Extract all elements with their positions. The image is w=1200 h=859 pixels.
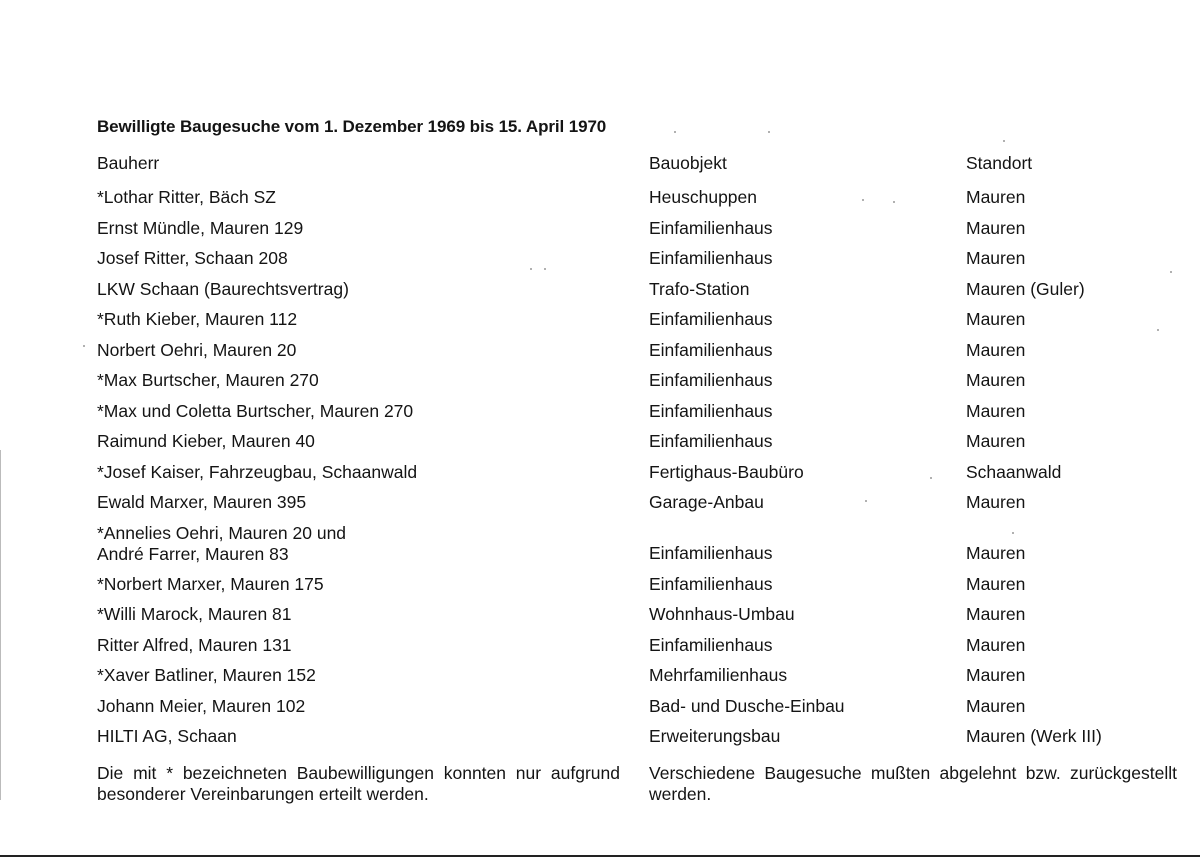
column-header-standort: Standort <box>966 153 1033 173</box>
cell-bauherr <box>97 635 292 656</box>
bauherr-line: *Norbert Marxer, Mauren 175 <box>97 573 324 594</box>
bauherr-line: *Max Burtscher, Mauren 270 <box>97 370 319 390</box>
column-header-bauobjekt: Bauobjekt <box>649 153 727 173</box>
table-row <box>0 570 1200 601</box>
cell-bauobjekt: Trafo-Station <box>649 278 750 299</box>
cell-bauobjekt: Einfamilienhaus <box>649 339 773 360</box>
cell-bauobjekt: Einfamilienhaus <box>649 248 773 268</box>
cell-bauherr <box>97 218 303 239</box>
scan-speck <box>1170 271 1172 273</box>
bauherr-line: *Willi Marock, Mauren 81 <box>97 604 292 624</box>
scan-speck <box>1012 532 1014 534</box>
cell-standort: Mauren <box>966 187 1026 207</box>
bauherr-line: Johann Meier, Mauren 102 <box>97 695 306 716</box>
cell-standort: Schaanwald <box>966 461 1062 482</box>
cell-bauobjekt: Einfamilienhaus <box>649 431 773 451</box>
cell-bauherr <box>97 574 324 595</box>
bauherr-line: Norbert Oehri, Mauren 20 <box>97 339 297 360</box>
cell-standort: Mauren <box>966 542 1026 563</box>
cell-standort: Mauren <box>966 248 1026 268</box>
cell-standort: Mauren (Werk III) <box>966 726 1102 746</box>
table-row <box>0 244 1200 275</box>
bauherr-line: *Ruth Kieber, Mauren 112 <box>97 309 298 329</box>
cell-bauherr <box>97 665 316 686</box>
scan-speck <box>544 268 546 270</box>
scan-speck <box>530 268 532 270</box>
page-edge-line <box>0 450 1 800</box>
scan-speck <box>893 201 895 203</box>
cell-bauherr <box>97 279 349 300</box>
column-header-bauherr: Bauherr <box>97 153 160 173</box>
bauherr-line: *Max und Coletta Burtscher, Mauren 270 <box>97 400 414 421</box>
cell-bauherr <box>97 492 306 513</box>
cell-standort: Mauren <box>966 492 1026 512</box>
cell-bauobjekt: Garage-Anbau <box>649 492 764 512</box>
cell-bauobjekt: Einfamilienhaus <box>649 542 773 563</box>
table-row <box>0 488 1200 519</box>
footnote-rejected: Verschiedene Baugesuche mußten abgelehnt bzw. zurückgestellt werden. <box>649 763 1177 804</box>
bauherr-line: Ewald Marxer, Mauren 395 <box>97 492 307 512</box>
cell-standort: Mauren <box>966 431 1026 451</box>
scan-speck <box>674 131 676 133</box>
cell-bauherr <box>97 187 276 208</box>
cell-bauobjekt: Einfamilienhaus <box>649 217 773 238</box>
cell-bauobjekt: Einfamilienhaus <box>649 573 773 594</box>
table-row <box>0 661 1200 692</box>
bauherr-line: André Farrer, Mauren 83 <box>97 543 289 564</box>
table-row <box>0 366 1200 397</box>
table-row <box>0 631 1200 662</box>
cell-standort: Mauren <box>966 339 1026 360</box>
bauherr-line: Josef Ritter, Schaan 208 <box>97 248 288 268</box>
cell-bauobjekt: Wohnhaus-Umbau <box>649 604 795 624</box>
cell-bauobjekt: Bad- und Dusche-Einbau <box>649 695 845 716</box>
cell-bauherr <box>97 462 417 483</box>
cell-standort: Mauren <box>966 217 1026 238</box>
cell-bauobjekt: Einfamilienhaus <box>649 309 773 329</box>
permit-table <box>0 183 1200 753</box>
bauherr-line: *Lothar Ritter, Bäch SZ <box>97 187 276 207</box>
bauherr-line: Raimund Kieber, Mauren 40 <box>97 431 315 451</box>
scan-speck <box>1157 329 1159 331</box>
cell-standort: Mauren <box>966 634 1026 655</box>
document-title: Bewilligte Baugesuche vom 1. Dezember 1969 bis 15. April 1970 <box>97 117 607 136</box>
table-row <box>0 519 1200 570</box>
cell-standort: Mauren (Guler) <box>966 278 1085 299</box>
cell-bauobjekt: Erweiterungsbau <box>649 726 781 746</box>
scan-speck <box>862 199 864 201</box>
bauherr-line: Ritter Alfred, Mauren 131 <box>97 634 292 655</box>
scan-speck <box>865 500 867 502</box>
table-row <box>0 183 1200 214</box>
table-row <box>0 458 1200 489</box>
cell-standort: Mauren <box>966 573 1026 594</box>
bauherr-line: *Xaver Batliner, Mauren 152 <box>97 665 316 685</box>
table-row <box>0 600 1200 631</box>
cell-bauherr <box>97 696 305 717</box>
bauherr-line: Ernst Mündle, Mauren 129 <box>97 217 304 238</box>
table-row <box>0 692 1200 723</box>
cell-bauherr <box>97 604 292 625</box>
bauherr-line: LKW Schaan (Baurechtsvertrag) <box>97 278 349 299</box>
cell-bauobjekt: Einfamilienhaus <box>649 370 773 390</box>
table-row <box>0 397 1200 428</box>
scan-speck <box>83 345 85 347</box>
bauherr-line: *Josef Kaiser, Fahrzeugbau, Schaanwald <box>97 461 418 482</box>
cell-bauherr <box>97 309 297 330</box>
cell-bauherr <box>97 248 288 269</box>
cell-bauherr <box>97 370 319 391</box>
cell-bauobjekt: Einfamilienhaus <box>649 634 773 655</box>
table-row <box>0 336 1200 367</box>
cell-standort: Mauren <box>966 604 1026 624</box>
cell-bauobjekt: Einfamilienhaus <box>649 400 773 421</box>
table-row <box>0 722 1200 753</box>
cell-bauobjekt: Mehrfamilienhaus <box>649 665 788 685</box>
table-row <box>0 427 1200 458</box>
scan-speck <box>930 477 932 479</box>
cell-standort: Mauren <box>966 695 1026 716</box>
scan-speck <box>1003 140 1005 142</box>
bauherr-line: HILTI AG, Schaan <box>97 726 237 746</box>
bottom-rule <box>0 855 1200 857</box>
cell-standort: Mauren <box>966 309 1026 329</box>
table-row <box>0 275 1200 306</box>
footnote-asterisk: Die mit * bezeichneten Baubewilligungen konnten nur aufgrund besonderer Vereinbarungen erteilt werden. <box>97 763 620 804</box>
cell-bauobjekt: Heuschuppen <box>649 187 757 207</box>
cell-bauherr <box>97 726 237 747</box>
table-row <box>0 214 1200 245</box>
table-row <box>0 305 1200 336</box>
cell-bauherr <box>97 401 413 422</box>
cell-standort: Mauren <box>966 665 1026 685</box>
cell-bauherr <box>97 523 346 565</box>
cell-bauherr <box>97 340 296 361</box>
cell-bauobjekt: Fertighaus-Baubüro <box>649 461 804 482</box>
cell-standort: Mauren <box>966 370 1026 390</box>
scan-speck <box>768 131 770 133</box>
bauherr-line: *Annelies Oehri, Mauren 20 und <box>97 522 347 543</box>
cell-bauherr <box>97 431 315 452</box>
cell-standort: Mauren <box>966 400 1026 421</box>
